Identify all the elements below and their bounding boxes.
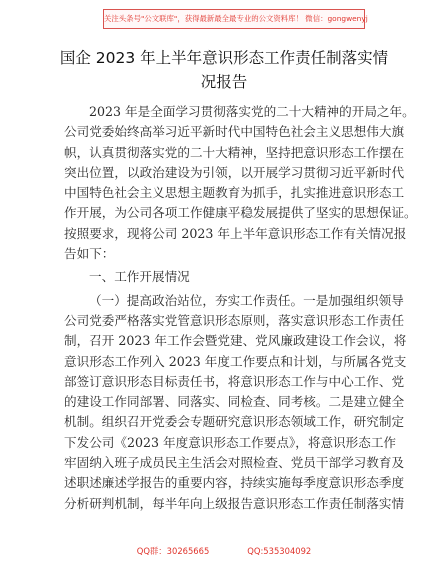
body-line: 公司党委始终高举习近平新时代中国特色社会主义思想伟大旗 [64,124,405,140]
body-line: 分析研判机制，每半年向上级报告意识形态工作责任制落实情 [64,495,405,511]
document-body [64,102,417,514]
body-line: 意识形态工作列入 2023 年度工作要点和计划，与所属各党支 [64,353,407,369]
body-line: 2023 年是全面学习贯彻落实党的二十大精神的开局之年。 [89,104,415,119]
qq-text: QQ:535304092 [247,546,312,556]
body-line: 牢固纳入班子成员民主生活会对照检查、党员干部学习教育及 [64,455,405,471]
body-line: 作开展，为公司各项工作健康平稳发展提供了坚实的思想保证。 [64,205,417,221]
body-line: 突出位置，以政治建设为引领，以开展学习贯彻习近平新时代 [64,164,405,180]
document-title [50,46,398,94]
document-title-line-1: 国企 2023 年上半年意识形态工作责任制落实情 [59,49,389,67]
body-line: （一）提高政治站位，夯实工作责任。一是加强组织领导 [89,292,404,308]
promo-banner [103,9,368,29]
section-heading: 一、工作开展情况 [89,269,190,285]
document-title-line-2: 况报告 [200,73,248,91]
body-line: 的建设工作同部署、同落实、同检查、同考核。二是建立健全 [64,394,405,410]
body-line: 公司党委严格落实党管意识形态原则，落实意识形态工作责任 [64,312,405,328]
body-line: 下发公司《2023 年度意识形态工作要点》，将意识形态工作 [64,434,397,450]
body-line: 部签订意识形态目标责任书，将意识形态工作与中心工作、党 [64,373,405,389]
body-line: 告如下： [64,246,115,262]
promo-banner-text: 关注头条号"公文联库"，获得最新最全最专业的公文资料库！ 微信：gongwenyj [104,14,368,23]
body-line: 帜，认真贯彻落实党的二十大精神，坚持把意识形态工作摆在 [64,144,405,160]
body-line: 中国特色社会主义思想主题教育为抓手，扎实推进意识形态工 [64,185,405,201]
body-line: 机制。组织召开党委会专题研究意识形态领域工作，研究制定 [64,414,405,430]
qq-group-text: QQ群：30265665 [136,546,210,556]
body-line: 按照要求，现将公司 2023 年上半年意识形态工作有关情况报 [64,225,407,241]
body-line: 述职述廉述学报告的重要内容，持续实施每季度意识形态季度 [64,475,405,491]
contact-footer [0,545,448,557]
body-line: 制，召开 2023 年工作会暨党建、党风廉政建设工作会议，将 [64,333,407,349]
